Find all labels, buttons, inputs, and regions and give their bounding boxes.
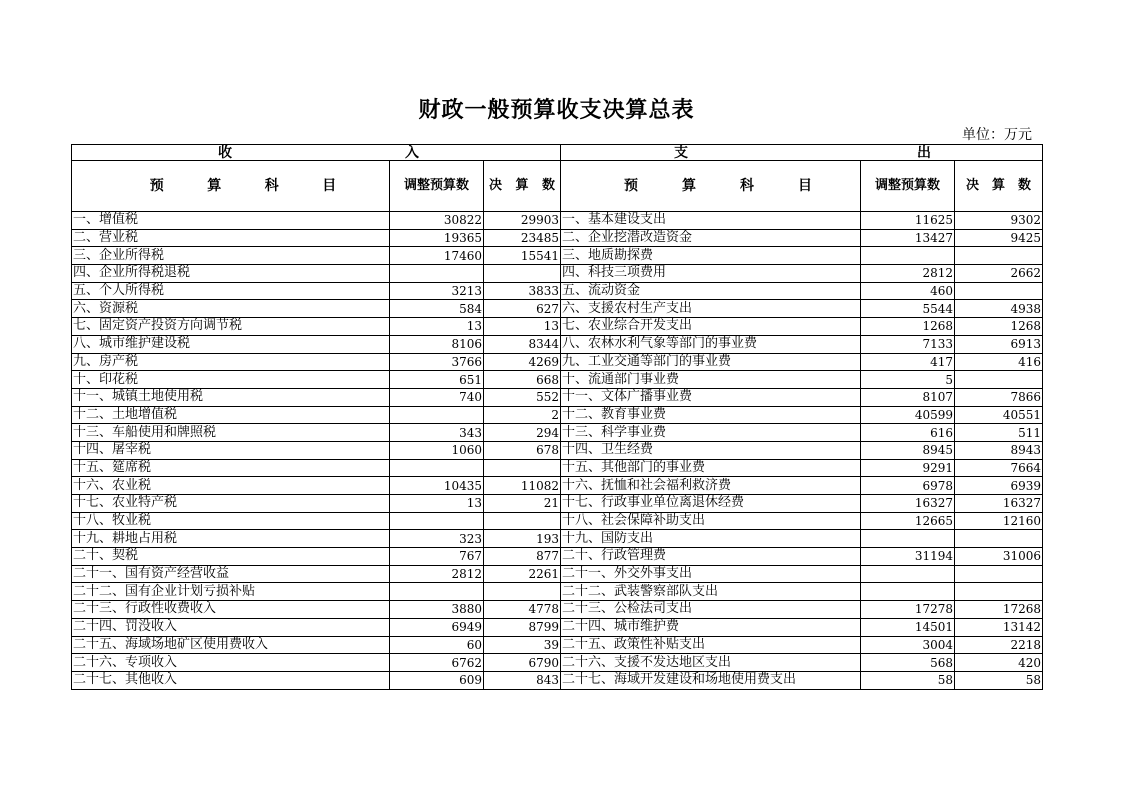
income-item: 二十二、国有企业计划亏损补贴	[72, 583, 390, 601]
income-item: 六、资源税	[72, 300, 390, 318]
table-row	[72, 459, 1043, 477]
expense-item: 十七、行政事业单位离退休经费	[561, 495, 861, 513]
table-row	[72, 583, 1043, 601]
income-adjusted-value	[390, 459, 484, 477]
table-row	[72, 424, 1043, 442]
income-final-value: 668	[484, 371, 561, 389]
income-adjusted-value: 2812	[390, 565, 484, 583]
expense-final-value: 2662	[955, 265, 1043, 283]
table-row	[72, 671, 1043, 689]
expense-final-value: 6913	[955, 335, 1043, 353]
income-section-header	[72, 145, 561, 161]
expense-final-value	[955, 282, 1043, 300]
income-item: 十、印花税	[72, 371, 390, 389]
income-final-value	[484, 512, 561, 530]
expense-final-value: 58	[955, 671, 1043, 689]
expense-item: 十八、社会保障补助支出	[561, 512, 861, 530]
expense-item: 十五、其他部门的事业费	[561, 459, 861, 477]
income-item: 二十六、专项收入	[72, 654, 390, 672]
expense-item: 二十二、武装警察部队支出	[561, 583, 861, 601]
expense-adjusted-value: 58	[861, 671, 955, 689]
expense-item: 九、工业交通等部门的事业费	[561, 353, 861, 371]
table-row	[72, 371, 1043, 389]
income-item: 十二、土地增值税	[72, 406, 390, 424]
income-adjusted-value: 323	[390, 530, 484, 548]
income-final-value: 877	[484, 548, 561, 566]
expense-final-value: 31006	[955, 548, 1043, 566]
income-adjusted-value: 3880	[390, 601, 484, 619]
expense-final-value: 420	[955, 654, 1043, 672]
expense-item: 十六、抚恤和社会福利救济费	[561, 477, 861, 495]
income-adjusted-value	[390, 583, 484, 601]
expense-final-value	[955, 565, 1043, 583]
expense-final-value: 12160	[955, 512, 1043, 530]
expense-item: 三、地质勘探费	[561, 247, 861, 265]
income-adjusted-value: 651	[390, 371, 484, 389]
income-final-value	[484, 459, 561, 477]
income-final-value: 4778	[484, 601, 561, 619]
expense-adjusted-value: 417	[861, 353, 955, 371]
table-row	[72, 565, 1043, 583]
income-final-value	[484, 583, 561, 601]
income-final-value: 11082	[484, 477, 561, 495]
expense-item: 十三、科学事业费	[561, 424, 861, 442]
income-final-value: 552	[484, 388, 561, 406]
income-adjusted-value: 1060	[390, 441, 484, 459]
income-header-char: 入	[405, 144, 420, 161]
table-row	[72, 512, 1043, 530]
unit-label: 单位：万元	[962, 127, 1032, 143]
income-item: 七、固定资产投资方向调节税	[72, 318, 390, 336]
income-adjusted-value: 740	[390, 388, 484, 406]
expense-adjusted-value: 568	[861, 654, 955, 672]
budget-table	[71, 144, 1043, 690]
expense-final-value: 16327	[955, 495, 1043, 513]
income-item: 十五、筵席税	[72, 459, 390, 477]
table-row	[72, 247, 1043, 265]
income-adjusted-value: 17460	[390, 247, 484, 265]
income-final-value: 2	[484, 406, 561, 424]
income-adjusted-value: 19365	[390, 229, 484, 247]
income-final-value: 3833	[484, 282, 561, 300]
expense-adjusted-value: 7133	[861, 335, 955, 353]
income-final-value: 4269	[484, 353, 561, 371]
table-row	[72, 406, 1043, 424]
income-final-value: 627	[484, 300, 561, 318]
income-final-value: 294	[484, 424, 561, 442]
income-item: 八、城市维护建设税	[72, 335, 390, 353]
expense-item: 二十七、海域开发建设和场地使用费支出	[561, 671, 861, 689]
income-final-value	[484, 265, 561, 283]
income-final-value: 39	[484, 636, 561, 654]
column-header-row	[72, 161, 1043, 212]
expense-adjusted-value: 14501	[861, 618, 955, 636]
income-adjusted-value: 6762	[390, 654, 484, 672]
expense-final-value: 511	[955, 424, 1043, 442]
table-row	[72, 353, 1043, 371]
income-final-value: 29903	[484, 212, 561, 230]
expense-adjusted-header: 调整预算数	[861, 161, 955, 212]
expense-item: 二十六、支援不发达地区支出	[561, 654, 861, 672]
expense-final-value: 416	[955, 353, 1043, 371]
table-row	[72, 530, 1043, 548]
expense-final-value: 7664	[955, 459, 1043, 477]
expense-item: 十一、文体广播事业费	[561, 388, 861, 406]
income-item-header: 预 算 科 目	[72, 161, 390, 212]
table-row	[72, 388, 1043, 406]
expense-item: 七、农业综合开发支出	[561, 318, 861, 336]
expense-item: 十、流通部门事业费	[561, 371, 861, 389]
income-item: 三、企业所得税	[72, 247, 390, 265]
expense-adjusted-value: 3004	[861, 636, 955, 654]
table-row	[72, 229, 1043, 247]
expense-item: 十四、卫生经费	[561, 441, 861, 459]
income-header-char: 收	[218, 144, 232, 161]
expense-item: 四、科技三项费用	[561, 265, 861, 283]
expense-final-value	[955, 371, 1043, 389]
income-adjusted-value: 609	[390, 671, 484, 689]
expense-adjusted-value	[861, 247, 955, 265]
income-final-value: 8344	[484, 335, 561, 353]
expense-item: 六、支援农村生产支出	[561, 300, 861, 318]
income-item: 二十四、罚没收入	[72, 618, 390, 636]
table-row	[72, 495, 1043, 513]
table-row	[72, 335, 1043, 353]
income-final-value: 2261	[484, 565, 561, 583]
table-row	[72, 318, 1043, 336]
expense-adjusted-value: 2812	[861, 265, 955, 283]
expense-item: 二十四、城市维护费	[561, 618, 861, 636]
income-final-header: 决 算 数	[484, 161, 561, 212]
expense-header-char: 支	[674, 144, 689, 161]
expense-adjusted-value: 40599	[861, 406, 955, 424]
table-row	[72, 618, 1043, 636]
expense-item: 二十、行政管理费	[561, 548, 861, 566]
table-row	[72, 300, 1043, 318]
expense-final-value: 40551	[955, 406, 1043, 424]
expense-final-value	[955, 530, 1043, 548]
table-row	[72, 441, 1043, 459]
income-item: 一、增值税	[72, 212, 390, 230]
income-final-value: 15541	[484, 247, 561, 265]
income-adjusted-header: 调整预算数	[390, 161, 484, 212]
income-final-value: 21	[484, 495, 561, 513]
table-row	[72, 654, 1043, 672]
income-adjusted-value: 8106	[390, 335, 484, 353]
expense-adjusted-value: 5544	[861, 300, 955, 318]
income-item: 十七、农业特产税	[72, 495, 390, 513]
income-adjusted-value: 3766	[390, 353, 484, 371]
income-item: 四、企业所得税退税	[72, 265, 390, 283]
income-final-value: 23485	[484, 229, 561, 247]
income-adjusted-value: 343	[390, 424, 484, 442]
income-item: 十一、城镇土地使用税	[72, 388, 390, 406]
expense-final-value: 8943	[955, 441, 1043, 459]
expense-adjusted-value: 5	[861, 371, 955, 389]
expense-final-value: 9302	[955, 212, 1043, 230]
table-row	[72, 601, 1043, 619]
expense-adjusted-value	[861, 583, 955, 601]
expense-adjusted-value: 6978	[861, 477, 955, 495]
expense-item: 十二、教育事业费	[561, 406, 861, 424]
income-item: 五、个人所得税	[72, 282, 390, 300]
income-adjusted-value	[390, 265, 484, 283]
table-row	[72, 212, 1043, 230]
income-final-value: 8799	[484, 618, 561, 636]
expense-item: 八、农林水利气象等部门的事业费	[561, 335, 861, 353]
expense-item: 二十三、公检法司支出	[561, 601, 861, 619]
income-adjusted-value: 13	[390, 318, 484, 336]
expense-adjusted-value: 8107	[861, 388, 955, 406]
income-item: 二十三、行政性收费收入	[72, 601, 390, 619]
income-item: 十九、耕地占用税	[72, 530, 390, 548]
income-adjusted-value: 10435	[390, 477, 484, 495]
expense-final-value: 4938	[955, 300, 1043, 318]
table-row	[72, 636, 1043, 654]
income-final-value: 843	[484, 671, 561, 689]
page-title: 财政一般预算收支决算总表	[418, 98, 695, 123]
expense-adjusted-value: 616	[861, 424, 955, 442]
income-item: 十八、牧业税	[72, 512, 390, 530]
expense-adjusted-value: 1268	[861, 318, 955, 336]
expense-header-char: 出	[917, 144, 932, 161]
income-final-value: 13	[484, 318, 561, 336]
income-item: 十四、屠宰税	[72, 441, 390, 459]
income-adjusted-value	[390, 406, 484, 424]
income-item: 二十、契税	[72, 548, 390, 566]
income-item: 二十七、其他收入	[72, 671, 390, 689]
income-item: 十六、农业税	[72, 477, 390, 495]
income-item: 二十一、国有资产经营收益	[72, 565, 390, 583]
expense-adjusted-value: 16327	[861, 495, 955, 513]
expense-final-value: 2218	[955, 636, 1043, 654]
section-header-row	[72, 145, 1043, 161]
expense-final-value: 17268	[955, 601, 1043, 619]
expense-section-header	[561, 145, 1043, 161]
income-adjusted-value: 584	[390, 300, 484, 318]
income-adjusted-value: 6949	[390, 618, 484, 636]
expense-item: 二、企业挖潜改造资金	[561, 229, 861, 247]
expense-item: 十九、国防支出	[561, 530, 861, 548]
expense-adjusted-value: 31194	[861, 548, 955, 566]
expense-final-value: 9425	[955, 229, 1043, 247]
expense-adjusted-value: 460	[861, 282, 955, 300]
income-adjusted-value: 3213	[390, 282, 484, 300]
income-final-value: 678	[484, 441, 561, 459]
expense-final-value: 7866	[955, 388, 1043, 406]
income-adjusted-value: 767	[390, 548, 484, 566]
income-adjusted-value: 13	[390, 495, 484, 513]
income-item: 二十五、海域场地矿区使用费收入	[72, 636, 390, 654]
table-row	[72, 265, 1043, 283]
expense-adjusted-value: 13427	[861, 229, 955, 247]
expense-adjusted-value	[861, 530, 955, 548]
table-row	[72, 477, 1043, 495]
income-adjusted-value: 60	[390, 636, 484, 654]
expense-final-value: 1268	[955, 318, 1043, 336]
expense-final-value: 13142	[955, 618, 1043, 636]
expense-item-header: 预 算 科 目	[561, 161, 861, 212]
expense-item: 五、流动资金	[561, 282, 861, 300]
table-row	[72, 282, 1043, 300]
expense-adjusted-value: 8945	[861, 441, 955, 459]
expense-item: 二十五、政策性补贴支出	[561, 636, 861, 654]
income-adjusted-value	[390, 512, 484, 530]
expense-final-header: 决 算 数	[955, 161, 1043, 212]
income-item: 九、房产税	[72, 353, 390, 371]
expense-item: 一、基本建设支出	[561, 212, 861, 230]
table-row	[72, 548, 1043, 566]
expense-final-value	[955, 583, 1043, 601]
income-item: 二、营业税	[72, 229, 390, 247]
income-final-value: 193	[484, 530, 561, 548]
expense-item: 二十一、外交外事支出	[561, 565, 861, 583]
expense-adjusted-value: 17278	[861, 601, 955, 619]
expense-final-value: 6939	[955, 477, 1043, 495]
income-item: 十三、车船使用和牌照税	[72, 424, 390, 442]
expense-adjusted-value: 11625	[861, 212, 955, 230]
expense-final-value	[955, 247, 1043, 265]
expense-adjusted-value	[861, 565, 955, 583]
income-adjusted-value: 30822	[390, 212, 484, 230]
expense-adjusted-value: 12665	[861, 512, 955, 530]
expense-adjusted-value: 9291	[861, 459, 955, 477]
income-final-value: 6790	[484, 654, 561, 672]
